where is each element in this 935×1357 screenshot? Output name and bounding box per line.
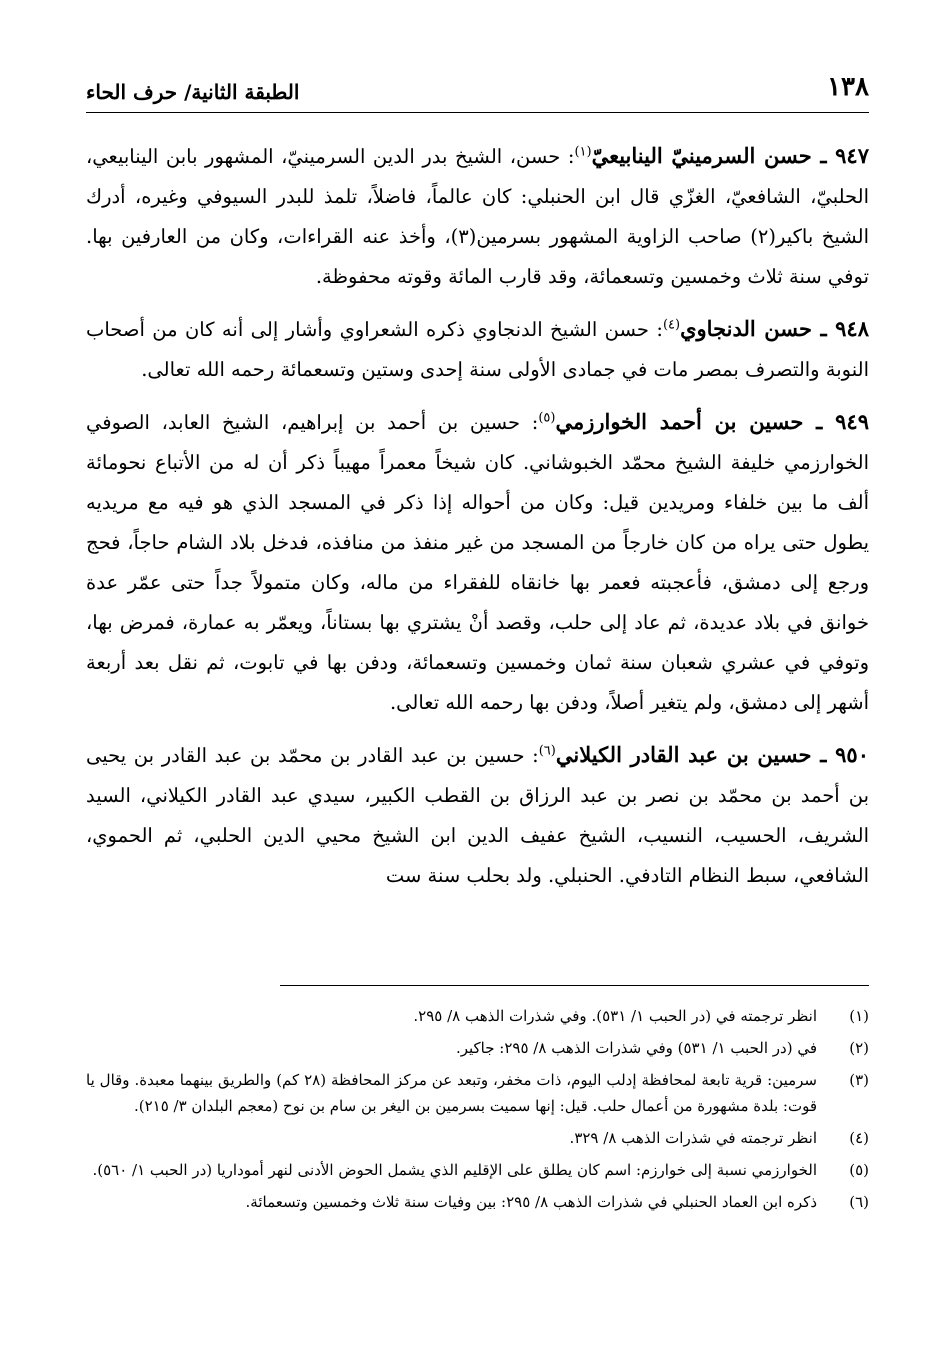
footnote-text: انظر ترجمته في شذرات الذهب ٨/ ٣٢٩.: [569, 1129, 817, 1147]
footnote-ref: (٦): [538, 743, 556, 759]
entry-heading: ٩٤٩ ـ حسين بن أحمد الخوارزمي: [555, 409, 869, 434]
footnote-item: [86, 1157, 869, 1183]
footnote-text: ذكره ابن العماد الحنبلي في شذرات الذهب ٨/ ٢٩٥: بين وفيات سنة ثلاث وخمسين وتسعمائة.: [245, 1193, 817, 1211]
footnote-text: في (در الحبب ١/ ٥٣١) وفي شذرات الذهب ٨/ ٢٩٥: جاكير.: [455, 1039, 817, 1057]
footnote-ref: (٤): [662, 317, 681, 333]
footnote-ref: (٥): [538, 410, 556, 426]
running-title: الطبقة الثانية/ حرف الحاء: [86, 80, 300, 104]
entry-949: [86, 402, 869, 723]
main-text: [86, 136, 869, 908]
footnote-divider: [280, 985, 869, 986]
entry-heading: ٩٥٠ ـ حسين بن عبد القادر الكيلاني: [555, 742, 869, 767]
entry-body: : حسن، الشيخ بدر الدين السرمينيّ، المشهور بابن الينابيعي، الحلبيّ، الشافعيّ، الغزّي قال ابن الحنبلي: كان عالماً، فاضلاً، تلمذ للبدر السيوفي وغيره، أدرك الشيخ باكير(٢) صاحب الزاوية المشهور بسرمين(٣)، وأخذ عنه القراءات، وكان من العارفين بها. توفي سنة ثلاث وخمسين وتسعمائة، وقد قارب المائة وقوته محفوظة.: [86, 145, 869, 288]
footnote-number: (٤): [849, 1129, 869, 1147]
footnote-item: [86, 1035, 869, 1061]
entry-heading: ٩٤٨ ـ حسن الدنجاوي: [680, 316, 869, 341]
footnote-number: (٦): [849, 1193, 869, 1211]
page-header: [86, 72, 869, 110]
footnote-text: الخوارزمي نسبة إلى خوارزم: اسم كان يطلق على الإقليم الذي يشمل الحوض الأدنى لنهر أموداريا (در الحبب ١/ ٥٦٠).: [92, 1161, 817, 1179]
footnote-number: (٣): [849, 1071, 869, 1089]
footnote-item: [86, 1003, 869, 1029]
footnote-item: [86, 1189, 869, 1215]
header-divider: [86, 112, 869, 113]
footnotes: [86, 1003, 869, 1221]
footnote-ref: (١): [574, 144, 592, 160]
entry-heading: ٩٤٧ ـ حسن السرمينيّ الينابيعيّ: [591, 143, 869, 168]
footnote-number: (٢): [849, 1039, 869, 1057]
entry-body: : حسين بن أحمد بن إبراهيم، الشيخ العابد، الصوفي الخوارزمي خليفة الشيخ محمّد الخبوشاني. كان شيخاً معمراً مهيباً ذكر أن له من الأتباع نحومائة ألف ما بين خلفاء ومريدين قيل: وكان من أحواله إذا ذكر في المسجد الذي هو فيه مع مريديه يطول حتى يراه من كان خارجاً من المسجد من غير منفذ من منافذه، فدخل بلاد الشام حاجاً، فحج ورجع إلى دمشق، فأعجبته فعمر بها خانقاه للفقراء من ماله، وكان متمولاً جداً حتى عمّر عدة خوانق في بلاد عديدة، ثم عاد إلى حلب، وقصد أنْ يشتري بها بستاناً، ويعمّر به عمارة، فمرض بها، وتوفي في عشري شعبان سنة ثمان وخمسين وتسعمائة، ودفن بها في تابوت، ثم نقل بعد أربعة أشهر إلى دمشق، ولم يتغير أصلاً، ودفن بها رحمه الله تعالى.: [86, 411, 870, 714]
footnote-text: انظر ترجمته في (در الحبب ١/ ٥٣١). وفي شذرات الذهب ٨/ ٢٩٥.: [413, 1007, 817, 1025]
footnote-number: (١): [849, 1007, 869, 1025]
footnote-item: [86, 1125, 869, 1151]
entry-body: : حسين بن عبد القادر بن محمّد بن عبد القادر بن يحيى بن أحمد بن محمّد بن نصر بن عبد الرزاق بن القطب الكبير، سيدي عبد القادر الكيلاني، السيد الشريف، الحسيب، النسيب، الشيخ عفيف الدين ابن الشيخ محيي الدين الحلبي، ثم الحموي، الشافعي، سبط النظام التادفي. الحنبلي. ولد بحلب سنة ست: [86, 744, 869, 887]
footnote-item: [86, 1067, 869, 1119]
footnote-text: سرمين: قرية تابعة لمحافظة إدلب اليوم، ذات مخفر، وتبعد عن مركز المحافظة (٢٨ كم) والطريق بينهما معبدة. وقال يا قوت: بلدة مشهورة من أعمال حلب. قيل: إنها سميت بسرمين بن اليغر بن سام بن نوح (معجم البلدان ٣/ ٢١٥).: [86, 1071, 817, 1115]
entry-948: [86, 309, 869, 390]
footnote-number: (٥): [849, 1161, 869, 1179]
entry-body: : حسن الشيخ الدنجاوي ذكره الشعراوي وأشار إلى أنه كان من أصحاب النوبة والتصرف بمصر مات في جمادى الأولى سنة إحدى وستين وتسعمائة رحمه الله تعالى.: [86, 318, 869, 381]
page-number: ١٣٨: [827, 72, 869, 102]
entry-947: [86, 136, 869, 297]
entry-950: [86, 735, 869, 896]
